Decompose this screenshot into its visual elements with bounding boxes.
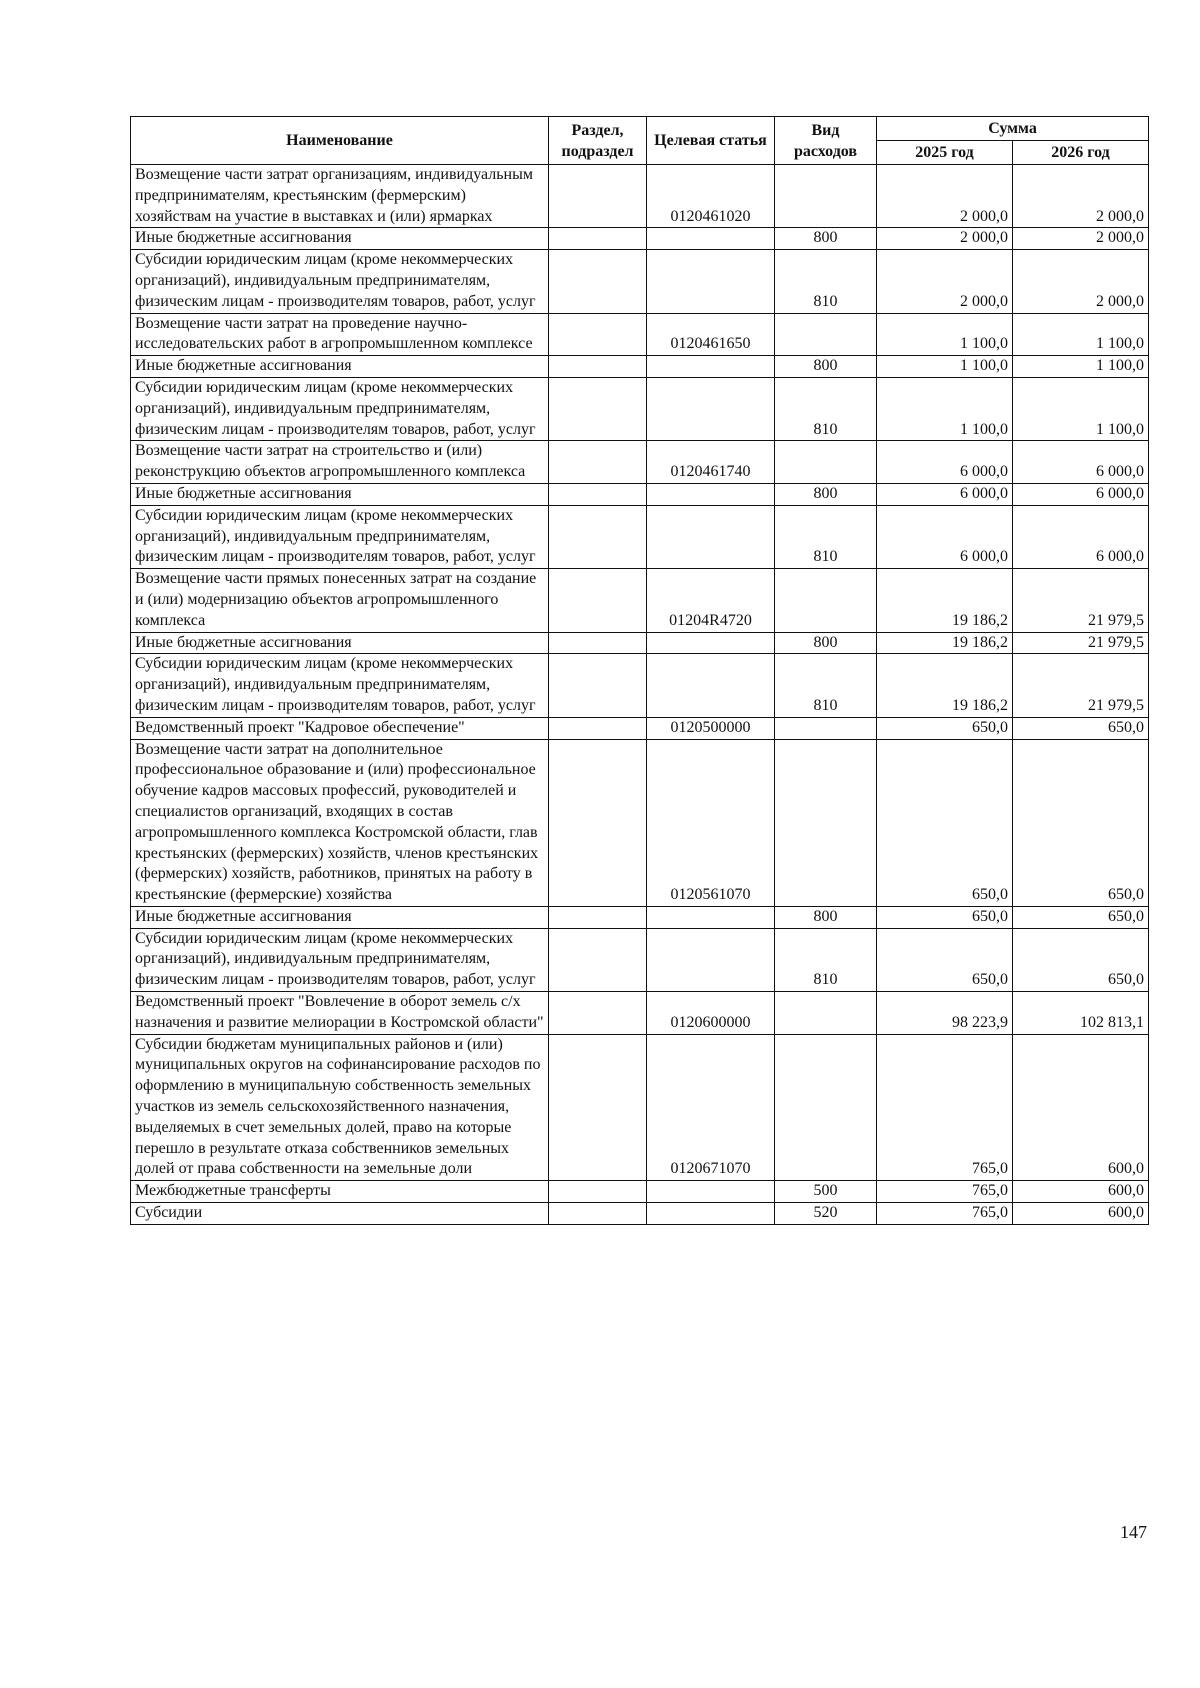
cell-name: Ведомственный проект "Кадровое обеспечение" [131, 717, 549, 739]
table-row [131, 313, 1149, 356]
cell-sum-2026: 1 100,0 [1013, 377, 1149, 440]
cell-sum-2025: 6 000,0 [877, 483, 1013, 505]
cell-sum-2025: 1 100,0 [877, 377, 1013, 440]
cell-sum-2025: 1 100,0 [877, 356, 1013, 378]
cell-name: Иные бюджетные ассигнования [131, 356, 549, 378]
table-row [131, 717, 1149, 739]
cell-section [549, 632, 647, 654]
cell-target [647, 654, 775, 717]
cell-sum-2026: 2 000,0 [1013, 165, 1149, 228]
cell-sum-2025: 2 000,0 [877, 250, 1013, 313]
cell-section [549, 992, 647, 1035]
cell-sum-2025: 650,0 [877, 739, 1013, 906]
cell-kind: 810 [775, 654, 877, 717]
cell-target [647, 228, 775, 250]
cell-target [647, 356, 775, 378]
cell-section [549, 250, 647, 313]
cell-name: Иные бюджетные ассигнования [131, 632, 549, 654]
cell-sum-2026: 6 000,0 [1013, 441, 1149, 484]
cell-sum-2026: 1 100,0 [1013, 313, 1149, 356]
cell-sum-2025: 650,0 [877, 906, 1013, 928]
cell-kind: 520 [775, 1203, 877, 1225]
cell-section [549, 165, 647, 228]
cell-name: Межбюджетные трансферты [131, 1181, 549, 1203]
cell-sum-2026: 650,0 [1013, 739, 1149, 906]
table-row [131, 992, 1149, 1035]
cell-kind [775, 1034, 877, 1181]
cell-section [549, 377, 647, 440]
cell-section [549, 505, 647, 568]
cell-sum-2026: 600,0 [1013, 1034, 1149, 1181]
cell-name: Субсидии юридическим лицам (кроме некоммерческих организаций), индивидуальным предпринимателям, физическим лицам - производителям товаров, работ, услуг [131, 250, 549, 313]
cell-kind: 810 [775, 377, 877, 440]
cell-section [549, 1203, 647, 1225]
cell-sum-2025: 6 000,0 [877, 505, 1013, 568]
cell-sum-2025: 765,0 [877, 1203, 1013, 1225]
cell-sum-2026: 6 000,0 [1013, 505, 1149, 568]
cell-section [549, 1181, 647, 1203]
header-section: Раздел, подраздел [549, 117, 647, 165]
table-row [131, 356, 1149, 378]
cell-section [549, 717, 647, 739]
cell-sum-2025: 19 186,2 [877, 632, 1013, 654]
header-sum: Сумма [877, 117, 1149, 141]
cell-sum-2026: 1 100,0 [1013, 356, 1149, 378]
table-row [131, 505, 1149, 568]
table-row [131, 654, 1149, 717]
cell-name: Иные бюджетные ассигнования [131, 483, 549, 505]
cell-sum-2026: 21 979,5 [1013, 569, 1149, 632]
table-row [131, 928, 1149, 991]
table-header [131, 117, 1149, 165]
cell-sum-2026: 21 979,5 [1013, 654, 1149, 717]
cell-section [549, 906, 647, 928]
cell-kind [775, 569, 877, 632]
cell-name: Ведомственный проект "Вовлечение в оборот земель с/х назначения и развитие мелиорации в Костромской области" [131, 992, 549, 1035]
cell-target [647, 505, 775, 568]
cell-sum-2026: 600,0 [1013, 1203, 1149, 1225]
cell-name: Возмещение части прямых понесенных затрат на создание и (или) модернизацию объектов агропромышленного комплекса [131, 569, 549, 632]
table-row [131, 483, 1149, 505]
cell-kind [775, 165, 877, 228]
cell-kind [775, 739, 877, 906]
cell-section [549, 654, 647, 717]
cell-kind [775, 992, 877, 1035]
cell-section [549, 441, 647, 484]
table-row [131, 906, 1149, 928]
table-row [131, 377, 1149, 440]
cell-name: Субсидии бюджетам муниципальных районов и (или) муниципальных округов на софинансирование расходов по оформлению в муниципальную собственность земельных участков из земель сельскохозяйственного назначения, выделяемых в счет земельных долей, право на которые перешло в результате отказа собственников земельных долей от права собственности на земельные доли [131, 1034, 549, 1181]
cell-kind [775, 717, 877, 739]
cell-sum-2025: 2 000,0 [877, 228, 1013, 250]
cell-target: 0120461020 [647, 165, 775, 228]
cell-target: 0120600000 [647, 992, 775, 1035]
cell-target [647, 1181, 775, 1203]
table-row [131, 1034, 1149, 1181]
cell-kind: 800 [775, 906, 877, 928]
cell-target: 0120671070 [647, 1034, 775, 1181]
cell-target: 0120500000 [647, 717, 775, 739]
cell-target [647, 1203, 775, 1225]
cell-kind: 810 [775, 250, 877, 313]
cell-kind: 800 [775, 483, 877, 505]
cell-target [647, 928, 775, 991]
cell-sum-2025: 650,0 [877, 928, 1013, 991]
cell-sum-2025: 19 186,2 [877, 569, 1013, 632]
table-row [131, 569, 1149, 632]
table-row [131, 1181, 1149, 1203]
cell-section [549, 1034, 647, 1181]
cell-name: Возмещение части затрат на дополнительное профессиональное образование и (или) профессиональное обучение кадров массовых профессий, руководителей и специалистов организаций, входящих в состав агропромышленного комплекса Костромской области, глав крестьянских (фермерских) хозяйств, членов крестьянских (фермерских) хозяйств, работников, принятых на работу в крестьянские (фермерские) хозяйства [131, 739, 549, 906]
cell-name: Субсидии юридическим лицам (кроме некоммерческих организаций), индивидуальным предпринимателям, физическим лицам - производителям товаров, работ, услуг [131, 928, 549, 991]
cell-name: Субсидии юридическим лицам (кроме некоммерческих организаций), индивидуальным предпринимателям, физическим лицам - производителям товаров, работ, услуг [131, 654, 549, 717]
cell-sum-2025: 765,0 [877, 1181, 1013, 1203]
cell-target [647, 906, 775, 928]
cell-name: Иные бюджетные ассигнования [131, 228, 549, 250]
cell-section [549, 928, 647, 991]
cell-target [647, 632, 775, 654]
table-row [131, 165, 1149, 228]
table-row [131, 441, 1149, 484]
cell-section [549, 569, 647, 632]
cell-sum-2025: 98 223,9 [877, 992, 1013, 1035]
cell-sum-2025: 650,0 [877, 717, 1013, 739]
cell-name: Субсидии [131, 1203, 549, 1225]
table-row [131, 1203, 1149, 1225]
cell-target: 0120461650 [647, 313, 775, 356]
cell-sum-2026: 650,0 [1013, 906, 1149, 928]
header-year-2025: 2025 год [877, 141, 1013, 165]
cell-sum-2026: 600,0 [1013, 1181, 1149, 1203]
cell-kind: 800 [775, 356, 877, 378]
cell-kind: 500 [775, 1181, 877, 1203]
page-number: 147 [1120, 1522, 1147, 1542]
header-year-2026: 2026 год [1013, 141, 1149, 165]
cell-sum-2025: 1 100,0 [877, 313, 1013, 356]
cell-sum-2026: 6 000,0 [1013, 483, 1149, 505]
cell-section [549, 356, 647, 378]
cell-section [549, 228, 647, 250]
cell-name: Субсидии юридическим лицам (кроме некоммерческих организаций), индивидуальным предпринимателям, физическим лицам - производителям товаров, работ, услуг [131, 505, 549, 568]
table-row [131, 739, 1149, 906]
header-target: Целевая статья [647, 117, 775, 165]
cell-name: Возмещение части затрат на проведение научно-исследовательских работ в агропромышленном комплексе [131, 313, 549, 356]
cell-name: Возмещение части затрат организациям, индивидуальным предпринимателям, крестьянским (фермерским) хозяйствам на участие в выставках и (или) ярмарках [131, 165, 549, 228]
cell-sum-2025: 765,0 [877, 1034, 1013, 1181]
cell-sum-2025: 19 186,2 [877, 654, 1013, 717]
cell-section [549, 313, 647, 356]
cell-target [647, 483, 775, 505]
cell-kind: 800 [775, 228, 877, 250]
table-row [131, 250, 1149, 313]
cell-target: 01204R4720 [647, 569, 775, 632]
cell-name: Субсидии юридическим лицам (кроме некоммерческих организаций), индивидуальным предпринимателям, физическим лицам - производителям товаров, работ, услуг [131, 377, 549, 440]
cell-target: 0120561070 [647, 739, 775, 906]
cell-sum-2025: 2 000,0 [877, 165, 1013, 228]
cell-kind: 810 [775, 505, 877, 568]
cell-kind [775, 441, 877, 484]
cell-sum-2026: 2 000,0 [1013, 228, 1149, 250]
cell-section [549, 483, 647, 505]
cell-name: Иные бюджетные ассигнования [131, 906, 549, 928]
budget-table [130, 116, 1149, 1225]
cell-sum-2026: 2 000,0 [1013, 250, 1149, 313]
header-name: Наименование [131, 117, 549, 165]
cell-kind [775, 313, 877, 356]
cell-target: 0120461740 [647, 441, 775, 484]
cell-target [647, 377, 775, 440]
cell-kind: 810 [775, 928, 877, 991]
table-row [131, 228, 1149, 250]
cell-sum-2025: 6 000,0 [877, 441, 1013, 484]
cell-sum-2026: 650,0 [1013, 717, 1149, 739]
cell-sum-2026: 21 979,5 [1013, 632, 1149, 654]
header-kind: Вид расходов [775, 117, 877, 165]
cell-target [647, 250, 775, 313]
table-body [131, 165, 1149, 1225]
cell-sum-2026: 650,0 [1013, 928, 1149, 991]
cell-section [549, 739, 647, 906]
cell-kind: 800 [775, 632, 877, 654]
table-row [131, 632, 1149, 654]
cell-sum-2026: 102 813,1 [1013, 992, 1149, 1035]
cell-name: Возмещение части затрат на строительство и (или) реконструкцию объектов агропромышленного комплекса [131, 441, 549, 484]
